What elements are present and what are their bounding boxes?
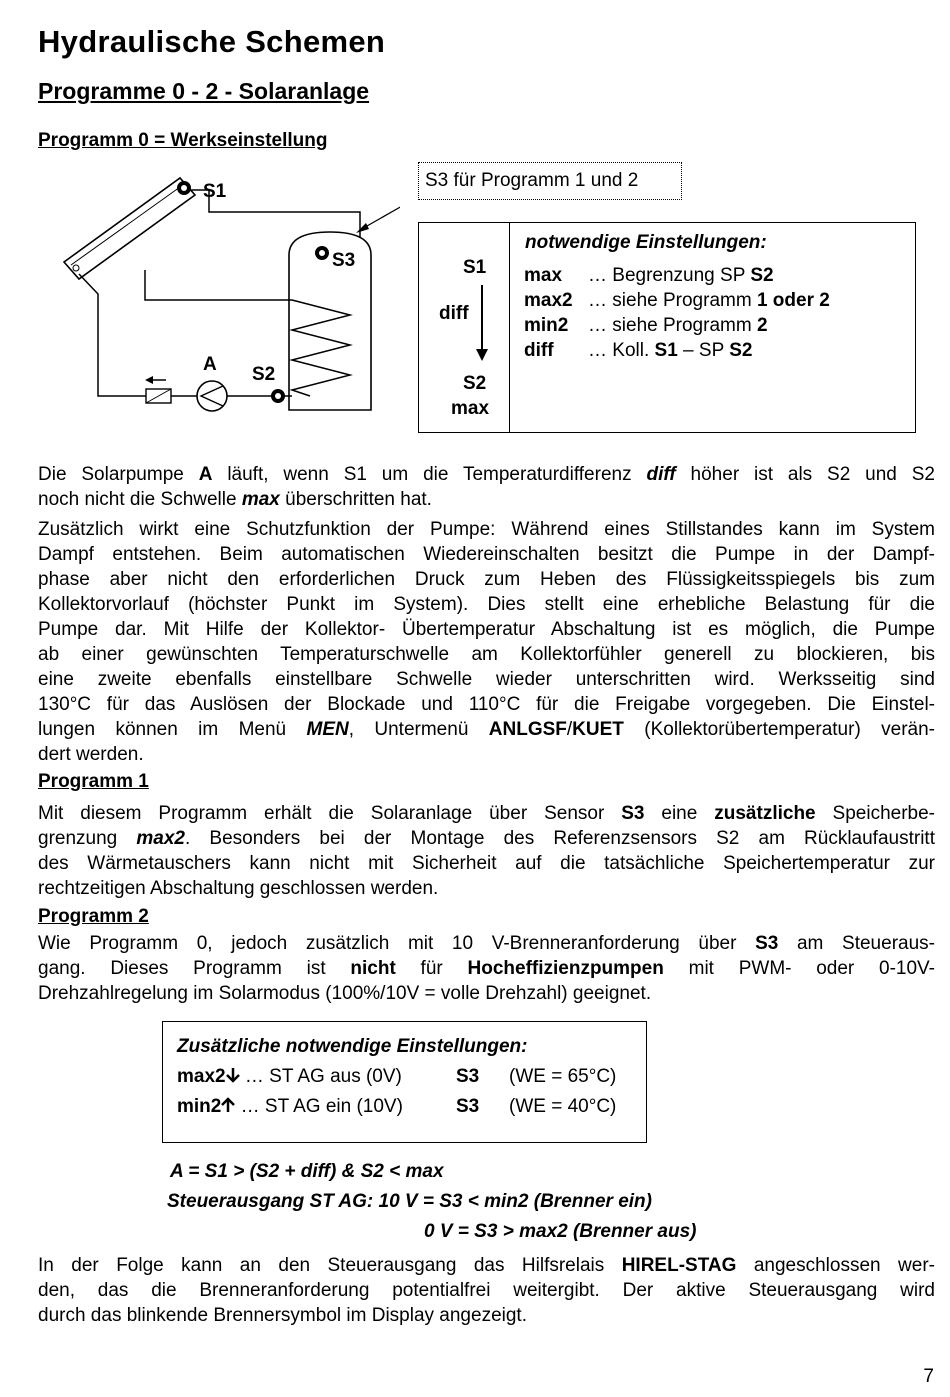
return-pipe (79, 274, 146, 396)
paragraph-relay: In der Folge kann an den Steuerausgang das Hilfsrelais HIREL-STAG angeschlossen wer- den, das die Brenneranforderung potentialfrei weitergibt. Der aktive Steuerausgang wird durch das blinkende Brennersymbol im Display angezeigt. (38, 1255, 935, 1326)
label-s2: S2 (252, 364, 276, 385)
setting-row-max: max … Begrenzung SP S2 (524, 265, 774, 286)
program1-heading: Programm 1 (38, 771, 149, 792)
sensor-s2-icon (271, 389, 285, 403)
heat-exchanger-coil (292, 300, 350, 396)
flow-arrow-icon (145, 376, 166, 384)
sensor-s1-icon (177, 181, 191, 195)
page-title: Hydraulische Schemen (38, 24, 386, 59)
page-number: 7 (923, 1366, 934, 1387)
label-pump-a: A (203, 354, 217, 375)
settings-s1-label: S1 (463, 257, 487, 278)
sensor-s3-icon (315, 246, 329, 260)
settings-box (418, 222, 916, 433)
program0-heading: Programm 0 = Werkseinstellung (38, 130, 328, 151)
check-valve-icon (146, 389, 171, 403)
paragraph-program2: Wie Programm 0, jedoch zusätzlich mit 10 V-Brenneranforderung über S3 am Steueraus- gang. Dieses Programm ist nicht für Hocheffizienzpumpen mit PWM- oder 0-10V- Drehzahlregelung im Solarmodus (100%/10V = volle Drehzahl) geeignet. (38, 933, 936, 1004)
formula-output-off: 0 V = S3 > max2 (Brenner aus) (424, 1221, 697, 1242)
hydraulic-diagram (60, 170, 400, 420)
arrow-up-icon (221, 1097, 235, 1113)
label-s3: S3 (332, 250, 356, 271)
arrow-down-icon (226, 1067, 240, 1083)
setting-row-min2: min2 … siehe Programm 2 (524, 315, 768, 336)
section-title: Programme 0 - 2 - Solaranlage (38, 78, 370, 104)
solar-collector (64, 178, 195, 279)
down-arrow-icon (475, 285, 489, 363)
additional-setting-max2: max2 … ST AG aus (0V) S3 (WE = 65°C) (177, 1066, 617, 1087)
callout-arrow (356, 198, 400, 233)
settings-diff-label: diff (439, 303, 469, 324)
label-s1: S1 (203, 181, 227, 202)
setting-row-diff: diff … Koll. S1 – SP S2 (524, 340, 753, 361)
paragraph-program1: Mit diesem Programm erhält die Solaranlage über Sensor S3 eine zusätzliche Speicherbe- grenzung max2. Besonders bei der Montage des Referenzsensors S2 am Rücklaufaustritt des Wärmetauschers kann nicht mit Sicherheit auf die tatsächliche Speichertemperatur zur rechtzeitigen Abschaltung geschlossen werden. (38, 803, 936, 899)
additional-settings-title: Zusätzliche notwendige Einstellungen: (177, 1036, 528, 1057)
paragraph-pump-function: Die Solarpumpe A läuft, wenn S1 um die Temperaturdifferenz diff höher ist als S2 und S2 noch nicht die Schwelle max überschritten hat. (38, 464, 935, 510)
paragraph-protection-function: Zusätzlich wirkt eine Schutzfunktion der Pumpe: Während eines Stillstandes kann im System Dampf entstehen. Beim automatischen Wiedereinschalten besitzt die Pumpe in der Dampf- phase aber nicht den erforderlichen Druck zum Heben des Flüssigkeitsspiegels bis zum Kollektorvorlauf (höchster Punkt im System). Dies stellt eine erhebliche Belastung für die Pumpe dar. Mit Hilfe der Kollektor- Übertemperatur Abschaltung ist es möglich, die Pumpe ab einer gewünschten Temperaturschwelle am Kollektorfühler generell zu blockieren, bis eine zweite ebenfalls einstellbare Schwelle wieder unterschritten wird. Werksseitig sind 130°C für das Auslösen der Blockade und 110°C für die Freigabe vorgegeben. Die Einstel- lungen können im Menü MEN, Untermenü ANLGSF/KUET (Kollektorübertemperatur) verän- dert werden. (38, 519, 936, 765)
pump-icon (197, 381, 227, 411)
formula-output-on: Steuerausgang ST AG: 10 V = S3 < min2 (Brenner ein) (167, 1191, 652, 1212)
settings-max-label: max (451, 398, 490, 419)
additional-settings-box (162, 1021, 647, 1143)
program2-heading: Programm 2 (38, 906, 149, 927)
settings-divider (509, 223, 510, 432)
additional-setting-min2: min2 … ST AG ein (10V) S3 (WE = 40°C) (177, 1096, 617, 1117)
callout-s3: S3 für Programm 1 und 2 (418, 162, 682, 200)
storage-tank (289, 232, 371, 410)
settings-title: notwendige Einstellungen: (525, 232, 767, 253)
settings-s2-label: S2 (463, 373, 487, 394)
setting-row-max2: max2 … siehe Programm 1 oder 2 (524, 290, 830, 311)
formula-pump: A = S1 > (S2 + diff) & S2 < max (170, 1161, 444, 1182)
